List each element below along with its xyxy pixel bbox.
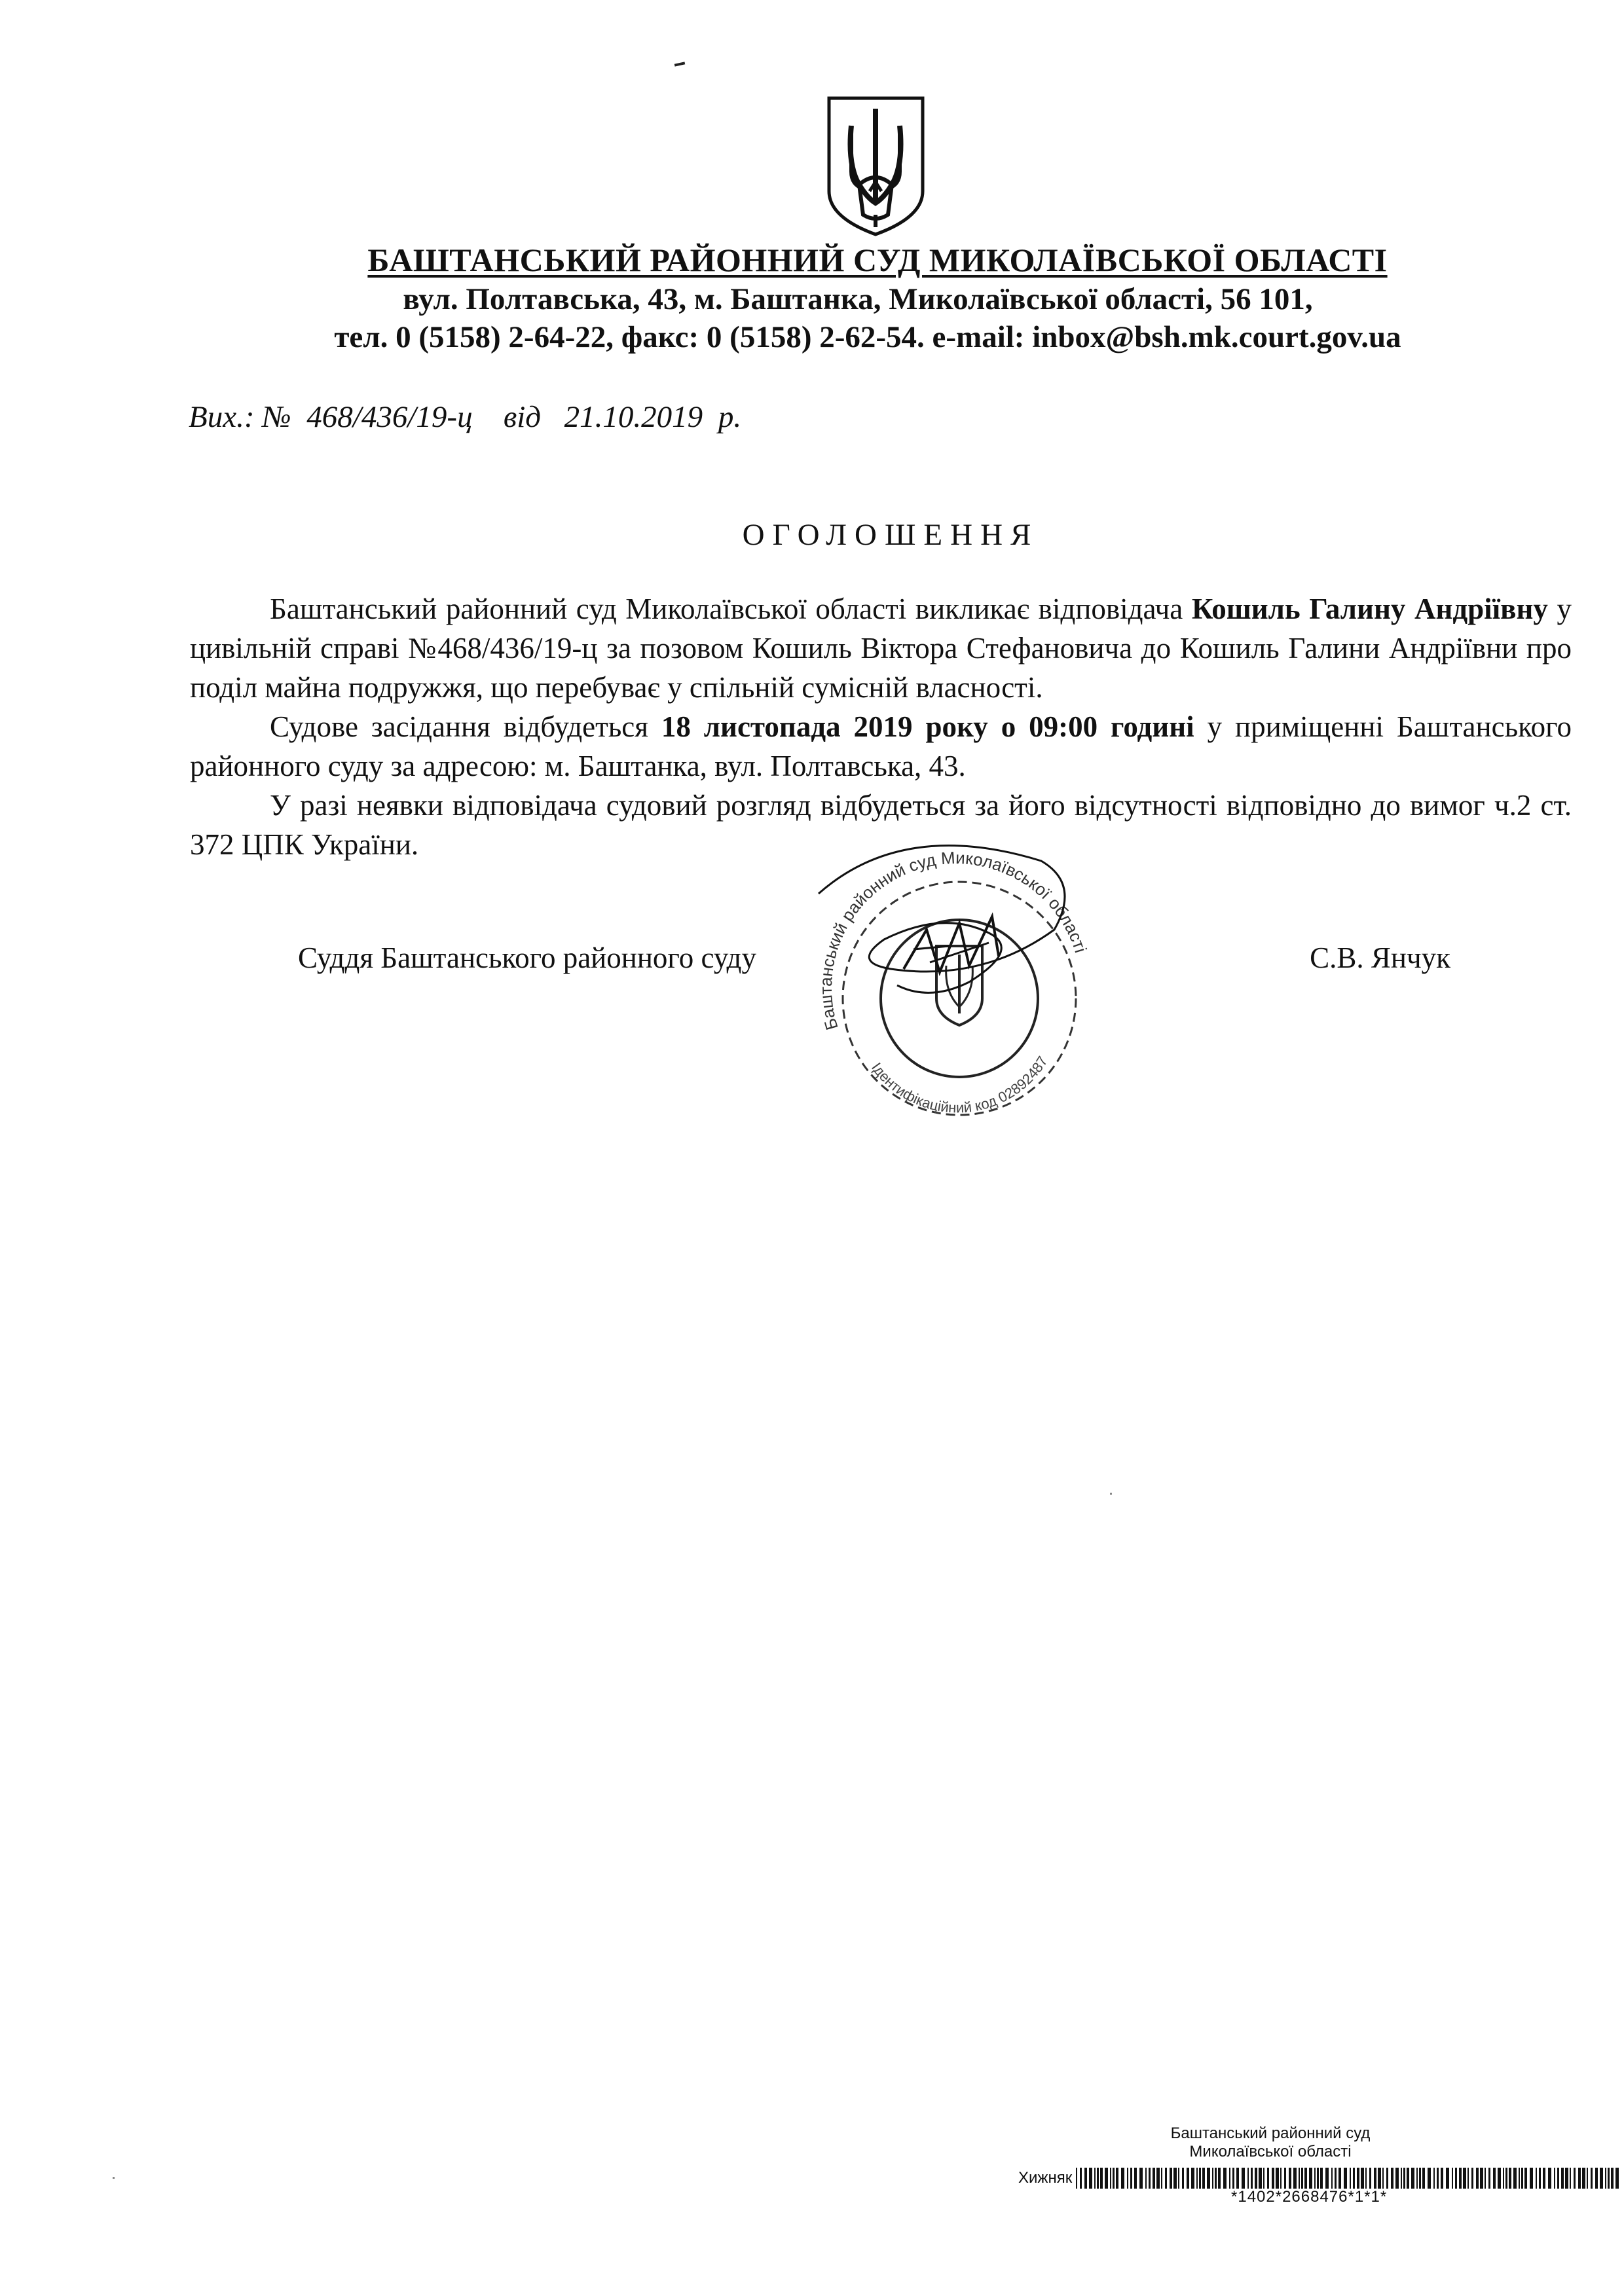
court-contacts: тел. 0 (5158) 2-64-22, факс: 0 (5158) 2-62-54. e-mail: inbox@bsh.mk.court.gov.ua [334, 320, 1401, 354]
signatory-title: Суддя Баштанського районного суду [298, 941, 756, 974]
footer-court-line2: Миколаївської області [1189, 2143, 1352, 2160]
footer-court-label [1022, 2124, 1519, 2161]
scan-artifact [674, 62, 685, 66]
coat-of-arms-icon [825, 93, 927, 238]
signatory-name: С.В. Янчук [1310, 941, 1450, 974]
letterhead [0, 241, 1624, 355]
court-seal-stamp [773, 831, 1146, 1120]
outgoing-date-label: від [503, 400, 542, 434]
court-address: вул. Полтавська, 43, м. Баштанка, Миколаївської області, 56 101, [403, 282, 1313, 316]
scan-speck [113, 2177, 115, 2179]
scan-speck [1110, 1493, 1112, 1495]
seal-ring-text: Баштанський районний суд Миколаївської області [815, 847, 1091, 1032]
seal-code-text: Ідентифікаційний код 02892487 [868, 1053, 1051, 1116]
notice-title: ОГОЛОШЕННЯ [742, 518, 1039, 552]
barcode-operator: Хижняк [1018, 2169, 1073, 2187]
outgoing-date-suffix: р. [718, 400, 742, 434]
barcode-icon [1076, 2168, 1619, 2189]
summons-text-start: Баштанський районний суд Миколаївської області викликає відповідача [270, 592, 1192, 625]
paragraph-summons [190, 589, 1572, 707]
hearing-text-start: Судове засідання відбудеться [270, 710, 661, 743]
hearing-datetime: 18 листопада 2019 року о 09:00 годині [661, 710, 1194, 743]
outgoing-number: 468/436/19-ц [306, 400, 473, 434]
paragraph-hearing [190, 707, 1572, 786]
notice-body [190, 589, 1572, 864]
outgoing-label: Вих.: № [189, 400, 291, 434]
outgoing-date: 21.10.2019 [564, 400, 703, 434]
defendant-name: Кошиль Галину Андріївну [1191, 592, 1548, 625]
barcode-number: *1402*2668476*1*1* [1231, 2188, 1388, 2206]
court-name: БАШТАНСЬКИЙ РАЙОННИЙ СУД МИКОЛАЇВСЬКОЇ ОБЛАСТІ [367, 242, 1388, 278]
barcode-row [1018, 2165, 1619, 2191]
summons-text-end: у цивільній справі №468/436/19-ц за позовом Кошиль Віктора Стефановича до Кошиль Галини Андріївни про поділ майна подружжя, що перебуває у спільній сумісній власності. [190, 592, 1572, 704]
paragraph-absence: У разі неявки відповідача судовий розгляд відбудеться за його відсутності відповідно до вимог ч.2 ст. 372 ЦПК України. [190, 789, 1572, 861]
footer-court-line1: Баштанський районний суд [1170, 2124, 1371, 2142]
outgoing-reference [189, 399, 749, 435]
hearing-text-end: у приміщенні Баштанського районного суду за адресою: м. Баштанка, вул. Полтавська, 43. [190, 710, 1572, 782]
